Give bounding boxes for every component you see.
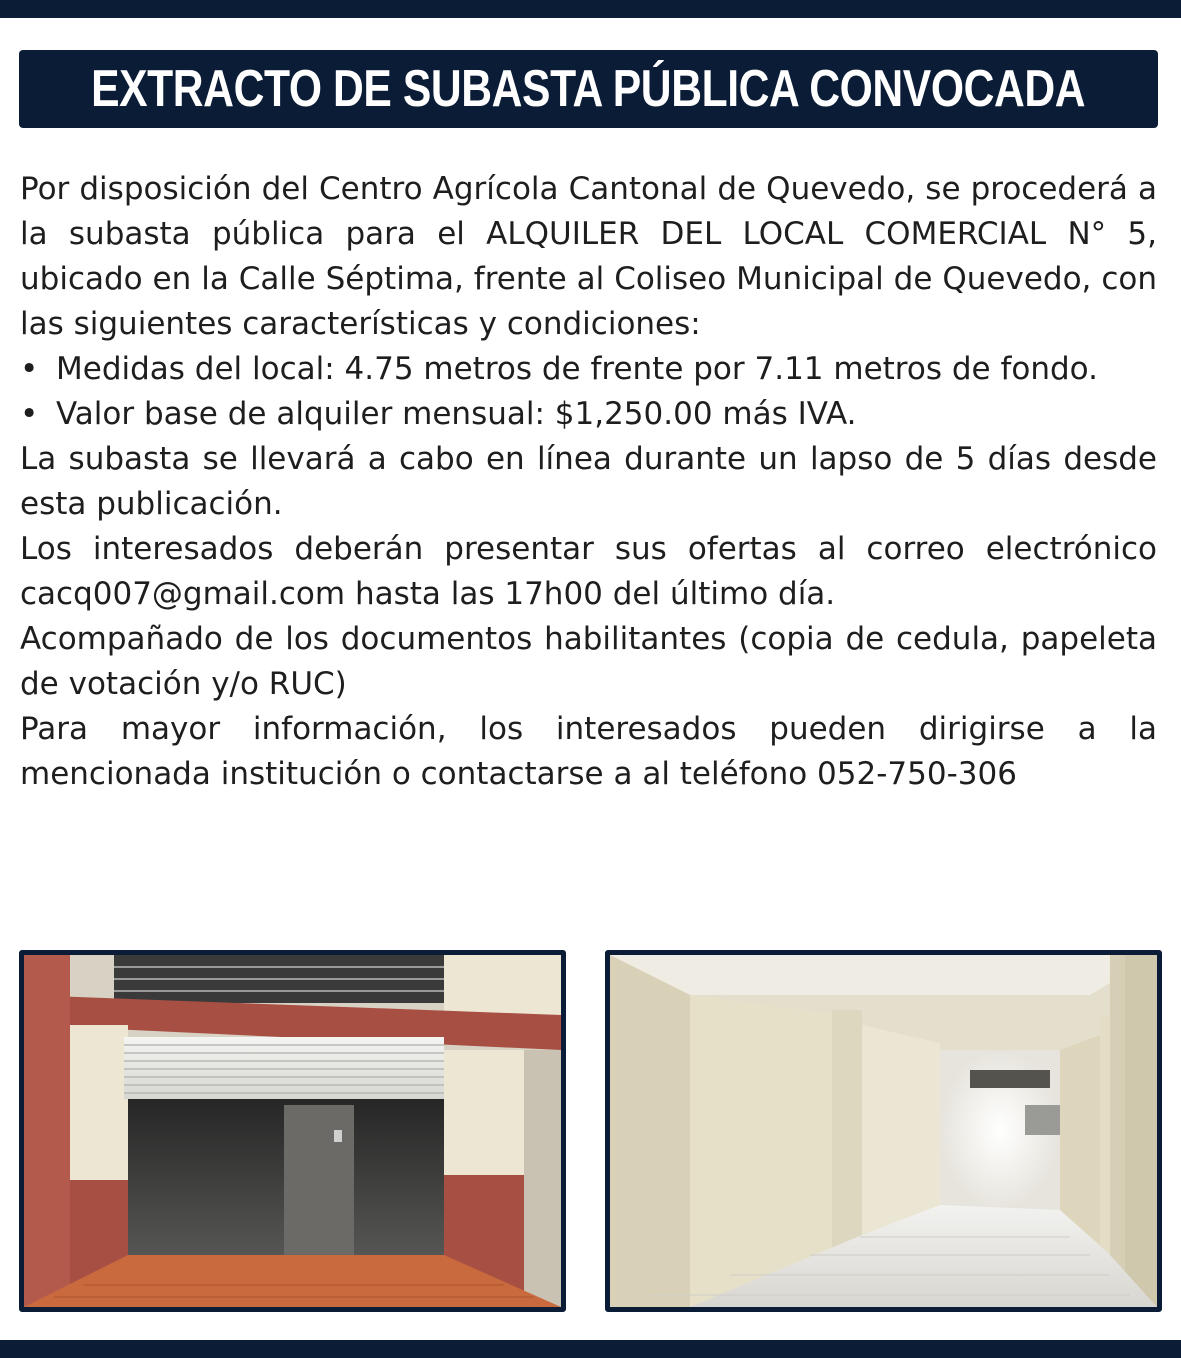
contact-paragraph: Para mayor información, los interesados pueden dirigirse a la mencionada institución o contactarse a al teléfono 052-750-306 [20,711,1157,792]
page-title: EXTRACTO DE SUBASTA PÚBLICA CONVOCADA [91,60,1086,118]
storefront-photo [19,950,566,1312]
bullet-text-dimensions: Medidas del local: 4.75 metros de frente por 7.11 metros de fondo. [56,351,1098,387]
offers-paragraph: Los interesados deberán presentar sus ofertas al correo electrónico cacq007@gmail.com hasta las 17h00 del último día. [20,531,1157,612]
documents-paragraph: Acompañado de los documentos habilitantes (copia de cedula, papeleta de votación y/o RUC) [20,621,1157,702]
bullet-item-dimensions [20,347,1157,392]
interior-photo [605,950,1162,1312]
interior-illustration [610,955,1157,1307]
top-border-bar [0,0,1181,18]
title-banner [19,50,1158,128]
notice-body [20,167,1157,797]
bullet-item-price [20,392,1157,437]
bottom-border-bar [0,1340,1181,1358]
bullet-icon: • [20,351,39,387]
bullet-icon: • [20,396,39,432]
bullet-text-price: Valor base de alquiler mensual: $1,250.00 más IVA. [56,396,857,432]
intro-paragraph: Por disposición del Centro Agrícola Cantonal de Quevedo, se procederá a la subasta pública para el ALQUILER DEL LOCAL COMERCIAL N° 5, ubicado en la Calle Séptima, frente al Coliseo Municipal de Quevedo, con las siguientes características y condiciones: [20,171,1157,342]
storefront-illustration [24,955,561,1307]
auction-paragraph: La subasta se llevará a cabo en línea durante un lapso de 5 días desde esta publicación. [20,441,1157,522]
